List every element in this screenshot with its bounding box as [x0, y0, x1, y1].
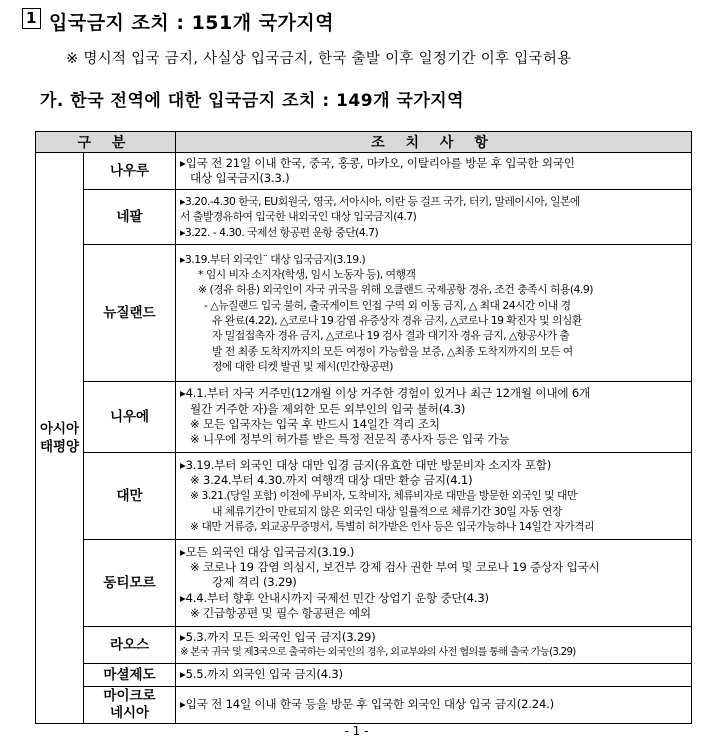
measure-cell — [176, 627, 692, 664]
header-category: 구 분 — [36, 132, 176, 153]
table-row — [36, 153, 692, 190]
page-heading — [22, 8, 334, 35]
measure-cell — [176, 540, 692, 627]
measure-line: ※ 3.24.부터 4.30.까지 여행객 대상 대만 환승 금지(4.1) — [190, 473, 473, 488]
entry-ban-table — [35, 131, 692, 724]
table-row — [36, 540, 692, 627]
measure-cell — [176, 382, 692, 453]
measure-line: ▸5.5.까지 외국인 입국 금지(4.3) — [180, 667, 343, 682]
country-cell: 네팔 — [84, 190, 176, 245]
measure-line: 대상 입국금지(3.3.) — [190, 171, 290, 185]
measure-line: 자 밀접접촉자 경유 금지, △코로나 19 검사 결과 대기자 경유 금지, △항공사가 출 — [212, 329, 570, 343]
measure-line: 유 완료(4.22), △코로나 19 감염 유증상자 경유 금지, △코로나 19 확진자 및 의심환 — [212, 314, 582, 327]
measure-line: ▸5.3.까지 모든 외국인 입국 금지(3.29) — [180, 629, 376, 644]
measure-line: ※ 니우에 정부의 허가를 받은 특정 전문직 종사자 등은 입국 가능 — [190, 432, 510, 447]
table-row — [36, 664, 692, 687]
measure-line: ※ 본국 귀국 및 제3국으로 출국하는 외국인의 경우, 외교부와의 사전 협의를 통해 출국 가능(3.29) — [180, 647, 576, 658]
measure-line: ※ 대만 거류증, 외교공무증명서, 특별히 허가받은 인사 등은 입국가능하나 14일간 자가격리 — [190, 519, 595, 533]
section-number: 1 — [22, 8, 41, 29]
measure-cell — [176, 664, 692, 687]
measure-line: ※ 긴급항공편 및 필수 항공편은 예외 — [190, 605, 371, 620]
measure-line: * 임시 비자 소지자(학생, 임시 노동자 등), 여행객 — [198, 268, 416, 282]
country-cell: 대만 — [84, 453, 176, 540]
measure-line: ※ 3.21.(당일 포함) 이전에 무비자, 도착비자, 체류비자로 대만을 방문한 외국인 및 대만 — [190, 489, 577, 503]
measure-line: ※ 코로나 19 감염 의심시, 보건부 강제 검사 권한 부여 및 코로나 19 증상자 입국시 — [190, 560, 600, 575]
measure-line: ※ 모든 입국자는 입국 후 반드시 14일간 격리 조치 — [190, 417, 440, 431]
table-row — [36, 190, 692, 245]
region-label-1: 아시아 — [39, 421, 80, 437]
measure-line: 서 출발경유하여 입국한 내외국인 대상 입국금지(4.7) — [180, 210, 417, 224]
measure-line: ▸입국 전 21일 이내 한국, 중국, 홍콩, 마카오, 이탈리아를 방문 후 입국한 외국인 — [180, 155, 575, 170]
table-header-row — [36, 132, 692, 153]
sub-heading: 가. 한국 전역에 대한 입국금지 조치 : 149개 국가지역 — [40, 91, 465, 111]
country-cell: 니우에 — [84, 382, 176, 453]
region-cell — [36, 153, 84, 724]
measure-cell — [176, 453, 692, 540]
country-cell: 뉴질랜드 — [84, 245, 176, 382]
country-cell: 마이크로 네시아 — [84, 687, 176, 724]
measure-cell — [176, 153, 692, 190]
heading-note: ※ 명시적 입국 금지, 사실상 입국금지, 한국 출발 이후 일정기간 이후 입국허용 — [66, 51, 572, 67]
measure-line: 정에 대한 티켓 발권 및 제시(민간항공편) — [212, 359, 393, 373]
measure-line: 강제 격리 (3.29) — [212, 575, 297, 590]
measure-line: ▸3.20.-4.30 한국, EU회원국, 영국, 서아시아, 이란 등 걸프 국가, 터키, 말레이시아, 일본에 — [180, 195, 580, 209]
measure-cell — [176, 687, 692, 724]
page-number: - 1 - — [344, 724, 369, 738]
measure-line: - △뉴질랜드 입국 불허, 출국게이트 인접 구역 외 이동 금지, △ 최대 24시간 이내 경 — [204, 298, 571, 312]
table-row — [36, 627, 692, 664]
country-cell: 마셜제도 — [84, 664, 176, 687]
measure-cell — [176, 190, 692, 245]
measure-line: ▸3.22. - 4.30. 국제선 항공편 운항 중단(4.7) — [180, 225, 379, 239]
country-cell: 동티모르 — [84, 540, 176, 627]
measure-line: ▸3.19.부터 외국인¨ 대상 입국금지(3.19.) — [180, 252, 366, 266]
measure-line: ▸4.1.부터 자국 거주민(12개월 이상 거주한 경험이 있거나 최근 12개월 이내에 6개 — [180, 386, 590, 401]
heading-title: 입국금지 조치 : 151개 국가지역 — [49, 12, 335, 34]
measure-line: 발 전 최종 도착지까지의 모든 여정이 가능함을 보증, △최종 도착지까지의 모든 여 — [212, 344, 573, 358]
measure-line: ▸입국 전 14일 이내 한국 등을 방문 후 입국한 외국인 대상 입국 금지(2.24.) — [180, 697, 554, 712]
region-label-2: 태평양 — [39, 439, 80, 455]
measure-line: ▸4.4.부터 향후 안내시까지 국제선 민간 상업기 운항 중단(4.3) — [180, 590, 489, 605]
measure-line: ▸3.19.부터 외국인 대상 대만 입경 금지(유효한 대만 방문비자 소지자 포함) — [180, 457, 552, 472]
table-row — [36, 245, 692, 382]
header-measures: 조 치 사 항 — [176, 132, 692, 153]
measure-line: 내 체류기간이 만료되지 않은 외국인 대상 일률적으로 체류기간 30일 자동 연장 — [212, 504, 562, 518]
table-row — [36, 687, 692, 724]
country-cell: 나우루 — [84, 153, 176, 190]
measure-line: ※ (경유 허용) 외국인이 자국 귀국을 위해 오클랜드 국제공항 경유, 조건 충족시 허용(4.9) — [198, 283, 593, 297]
table-row — [36, 453, 692, 540]
measure-cell — [176, 245, 692, 382]
measure-line: 월간 거주한 자)을 제외한 모든 외부인의 입국 불허(4.3) — [190, 401, 466, 416]
measure-line: ▸모든 외국인 대상 입국금지(3.19.) — [180, 544, 355, 559]
country-cell: 라오스 — [84, 627, 176, 664]
table-row — [36, 382, 692, 453]
